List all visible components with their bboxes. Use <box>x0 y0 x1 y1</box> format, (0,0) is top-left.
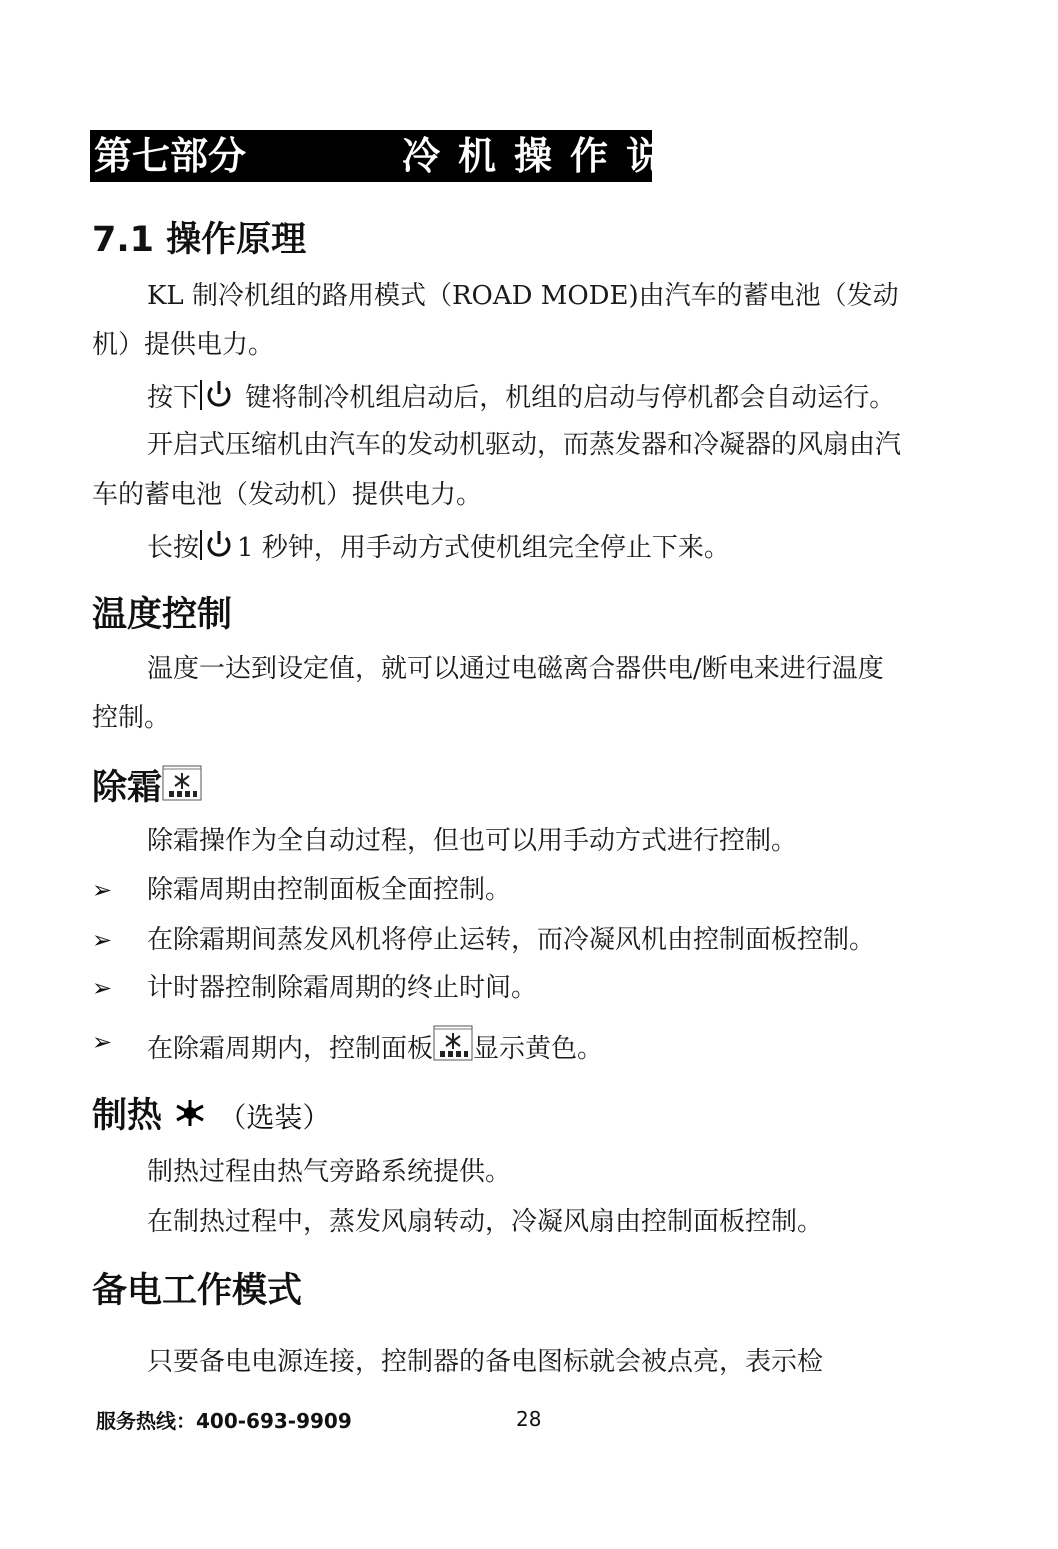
bullet-arrow: ➢ <box>92 926 113 954</box>
long-press-prefix: 长按 <box>147 533 200 563</box>
paragraph-long-press <box>147 528 730 571</box>
bullet-arrow: ➢ <box>92 876 113 904</box>
defrost-icon <box>433 1025 473 1070</box>
list-item: 在除霜期间蒸发风机将停止运转，而冷凝风机由控制面板控制。 <box>147 925 876 955</box>
power-icon <box>199 528 237 571</box>
paragraph-standby-line1: 只要备电电源连接，控制器的备电图标就会被点亮，表示检 <box>147 1347 824 1377</box>
part-number: 第七部分 <box>94 134 247 178</box>
paragraph-road-mode-line1: KL 制冷机组的路用模式（ROAD MODE)由汽车的蓄电池（发动 <box>147 281 899 311</box>
bullet-arrow: ➢ <box>92 1028 113 1056</box>
paragraph-compressor-line2: 车的蓄电池（发动机）提供电力。 <box>92 480 483 510</box>
heat-star-icon <box>174 1095 206 1139</box>
long-press-suffix: 1 秒钟，用手动方式使机组完全停止下来。 <box>237 533 730 563</box>
paragraph-heating-line2: 在制热过程中，蒸发风扇转动，冷凝风扇由控制面板控制。 <box>147 1207 824 1237</box>
defrost-yellow-prefix: 在除霜周期内，控制面板 <box>147 1034 434 1064</box>
heating-heading-text: 制热 <box>92 1096 163 1136</box>
paragraph-road-mode-line2: 机）提供电力。 <box>92 330 275 360</box>
section-heading-defrost <box>92 765 202 812</box>
section-heading-temperature-control: 温度控制 <box>92 595 233 635</box>
power-press-prefix: 按下 <box>147 383 200 413</box>
page-number: 28 <box>516 1407 542 1431</box>
bullet-arrow: ➢ <box>92 974 113 1002</box>
section-heading-heating <box>92 1094 330 1140</box>
footer-hotline: 服务热线：400-693-9909 <box>96 1409 352 1433</box>
paragraph-compressor-line1: 开启式压缩机由汽车的发动机驱动，而蒸发器和冷凝器的风扇由汽 <box>147 430 902 460</box>
part-name: 冷机操作说明 <box>402 134 739 178</box>
paragraph-defrost-intro: 除霜操作为全自动过程，但也可以用手动方式进行控制。 <box>147 826 798 856</box>
section-heading-standby-mode: 备电工作模式 <box>92 1271 303 1311</box>
paragraph-temperature-line2: 控制。 <box>92 703 171 733</box>
list-item-defrost-yellow <box>147 1025 603 1070</box>
power-icon <box>199 378 237 421</box>
part-title-bar <box>90 130 739 182</box>
defrost-yellow-suffix: 显示黄色。 <box>473 1034 604 1064</box>
list-item: 计时器控制除霜周期的终止时间。 <box>147 973 538 1003</box>
heating-optional-note: （选装） <box>218 1101 331 1134</box>
paragraph-temperature-line1: 温度一达到设定值，就可以通过电磁离合器供电/断电来进行温度 <box>147 654 884 684</box>
defrost-heading-text: 除霜 <box>92 768 163 808</box>
power-press-suffix: 键将制冷机组启动后，机组的启动与停机都会自动运行。 <box>237 383 896 413</box>
defrost-icon <box>162 765 202 812</box>
list-item: 除霜周期由控制面板全面控制。 <box>147 875 512 905</box>
paragraph-heating-line1: 制热过程由热气旁路系统提供。 <box>147 1157 512 1187</box>
section-heading-operating-principle: 7.1 操作原理 <box>92 220 307 260</box>
paragraph-power-press <box>147 378 895 421</box>
